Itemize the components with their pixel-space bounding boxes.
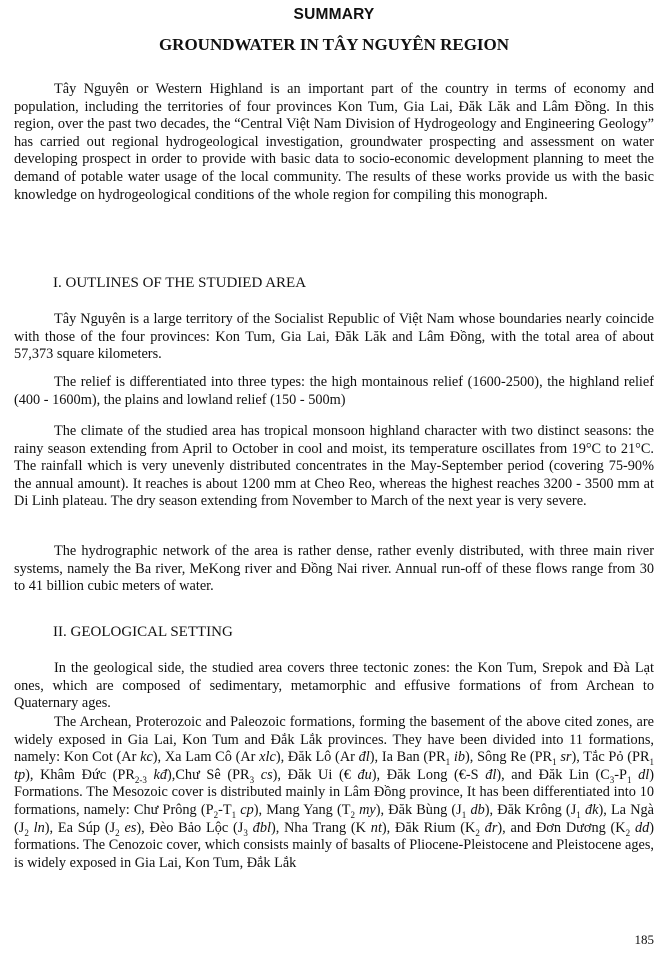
outlines-paragraph-3: The climate of the studied area has tropical monsoon highland character with two distinct seasons: the rainy season extending from April to October in cool and moist, its temperature oscillates from 19°C to 21°C. The rainfall which is very unevenly distributed concentrates in the May-September period (covering 75-90% the annual amount). It reaches is about 1200 mm at Cheo Reo, whereas the highest reaches 3200 - 3500 mm at Di Linh plateau. The dry season extending from November to March of the next year is very severe. <box>14 423 654 510</box>
outlines-paragraph-4: The hydrographic network of the area is rather dense, rather evenly distributed, with three main river systems, namely the Ba river, MeKong river and Đồng Nai river. Annual run-off of these flows range from 30 to 41 billion cubic meters of water. <box>14 543 654 595</box>
summary-label: SUMMARY <box>293 6 375 23</box>
geology-paragraph-2: The Archean, Proterozoic and Paleozoic formations, forming the basement of the above cited zones, are widely exposed in Gia Lai, Kon Tum and Đắk Lắk provinces. They have been divided into 11 formations, namely: Kon Cot (Ar kc), Xa Lam Cô (Ar xlc), Đăk Lô (Ar đl), Ia Ban ($PR_1$ ib), Sông Re ($PR_1$ sr), Tắc Pỏ ($PR_1$ tp), Khâm Đức ($PR_{2-3}$ kđ),Chư Sê ($PR_3$ cs), Đăk Ui (€ đu), Đăk Long (€-S đl), and Đăk Lin ($C_3-P_1$ dl) Formations. The Mesozoic cover is distributed mainly in Lâm Đồng province, It has been differentiated into 10 formations, namely: Chư Prông ($P_2-T_1$ cp), Mang Yang ($T_2$ my), Đăk Bùng ($J_1$ db), Đăk Krông ($J_1$ đk), La Ngà ($J_2$ ln), Ea Súp ($J_2$ es), Đèo Bảo Lộc ($J_3$ đbl), Nha Trang (K nt), Đăk Rium ($K_2$ đr), and Đơn Dương ($K_2$ dd) formations. The Cenozoic cover, which consists mainly of basalts of Pliocene-Pleistocene and Pleistocene ages, is widely exposed in Gia Lai, Kon Tum, Đắk Lắk <box>14 714 655 871</box>
page-title: GROUNDWATER IN TÂY NGUYÊN REGION <box>158 35 510 54</box>
section-heading-geology: II. GEOLOGICAL SETTING <box>53 624 233 640</box>
page-number: 185 <box>634 932 654 947</box>
outlines-paragraph-1: Tây Nguyên is a large territory of the Socialist Republic of Việt Nam whose boundaries nearly coincide with those of the four provinces: Kon Tum, Gia Lai, Đăk Lăk and Lâm Đồng, with the total area of about 57,373 square kilometers. <box>14 311 654 363</box>
geology-paragraph-1: In the geological side, the studied area covers three tectonic zones: the Kon Tum, Srepok and Đà Lạt ones, which are composed of sedimentary, metamorphic and effusive formations of from Archean to Quaternary ages. <box>14 660 654 712</box>
outlines-paragraph-2: The relief is differentiated into three types: the high montainous relief (1600-2500), the highland relief (400 - 1600m), the plains and lowland relief (150 - 500m) <box>14 374 654 408</box>
intro-paragraph: Tây Nguyên or Western Highland is an important part of the country in terms of economy and population, including the territories of four provinces Kon Tum, Gia Lai, Đăk Lăk and Lâm Đồng. In this region, over the past two decades, the “Central Việt Nam Division of Hydrogeology and Engineering Geology” has carried out regional hydrogeological investigation, groundwater prospecting and assessment on water developing prospect in order to provide with basic data to socio-economic development planning to meet the demand of potable water usage of the local community. The results of these works provide us with the basic knowledge on hydrogeological conditions of the whole region for compiling this monograph. <box>14 81 654 203</box>
section-heading-outlines: I. OUTLINES OF THE STUDIED AREA <box>53 275 307 291</box>
